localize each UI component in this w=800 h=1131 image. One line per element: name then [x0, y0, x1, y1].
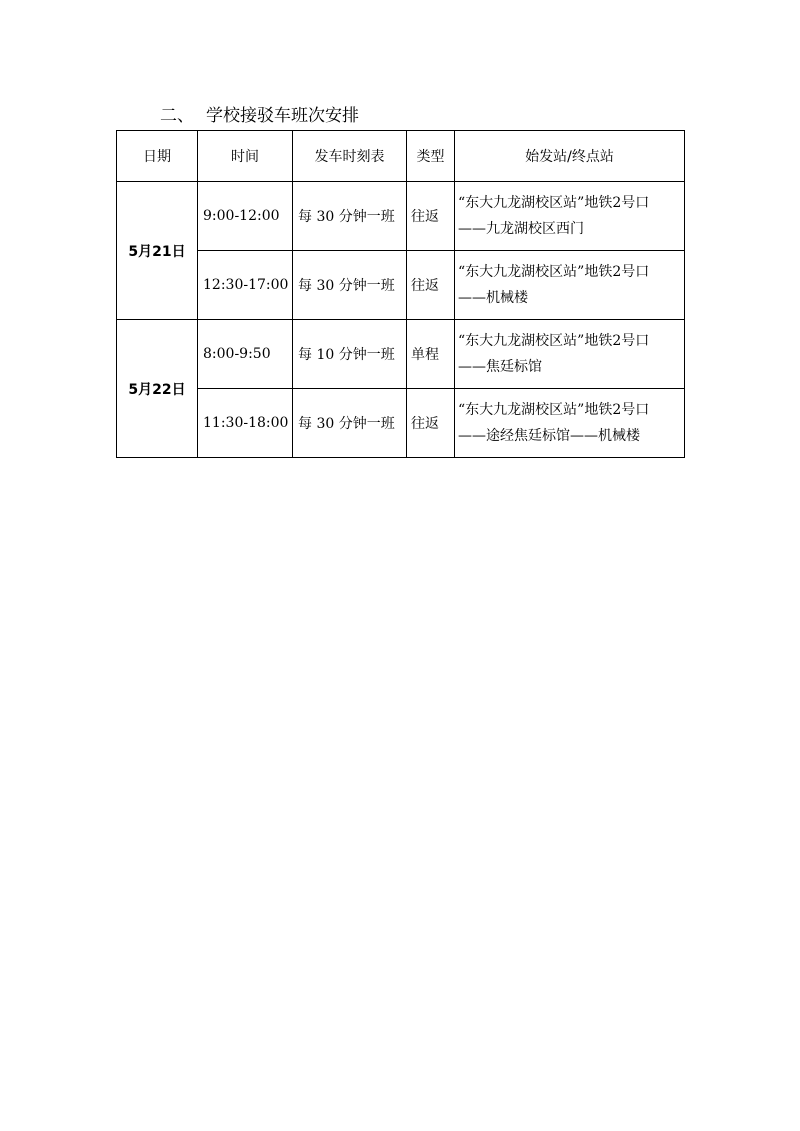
header-time: 时间: [198, 131, 293, 182]
frequency-cell: 每 30 分钟一班: [293, 251, 407, 320]
route-destination: ——九龙湖校区西门: [458, 221, 584, 237]
type-cell: 往返: [407, 182, 455, 251]
header-route: 始发站/终点站: [455, 131, 685, 182]
route-origin: “东大九龙湖校区站”地铁2号口: [458, 333, 650, 349]
frequency-cell: 每 30 分钟一班: [293, 182, 407, 251]
shuttle-schedule-table: [116, 130, 685, 458]
route-origin: “东大九龙湖校区站”地铁2号口: [458, 402, 650, 418]
type-cell: 单程: [407, 320, 455, 389]
header-type: 类型: [407, 131, 455, 182]
header-departure-schedule: 发车时刻表: [293, 131, 407, 182]
time-cell: 9:00-12:00: [198, 182, 293, 251]
route-cell: [455, 182, 685, 251]
date-cell: 5月22日: [117, 320, 198, 458]
type-cell: 往返: [407, 251, 455, 320]
type-cell: 往返: [407, 389, 455, 458]
frequency-cell: 每 10 分钟一班: [293, 320, 407, 389]
table-row: [117, 182, 685, 251]
table-row: [117, 389, 685, 458]
time-cell: 11:30-18:00: [198, 389, 293, 458]
route-destination: ——焦廷标馆: [458, 359, 542, 375]
route-cell: [455, 251, 685, 320]
route-origin: “东大九龙湖校区站”地铁2号口: [458, 264, 650, 280]
route-cell: [455, 389, 685, 458]
frequency-cell: 每 30 分钟一班: [293, 389, 407, 458]
route-destination: ——途经焦廷标馆——机械楼: [458, 428, 640, 444]
route-destination: ——机械楼: [458, 290, 528, 306]
table-row: [117, 320, 685, 389]
route-origin: “东大九龙湖校区站”地铁2号口: [458, 195, 650, 211]
section-heading: [160, 104, 359, 128]
route-cell: [455, 320, 685, 389]
time-cell: 12:30-17:00: [198, 251, 293, 320]
section-title: 学校接驳车班次安排: [206, 106, 359, 126]
header-date: 日期: [117, 131, 198, 182]
table-header-row: [117, 131, 685, 182]
table-row: [117, 251, 685, 320]
date-cell: 5月21日: [117, 182, 198, 320]
time-cell: 8:00-9:50: [198, 320, 293, 389]
section-number: 二、: [160, 106, 194, 126]
